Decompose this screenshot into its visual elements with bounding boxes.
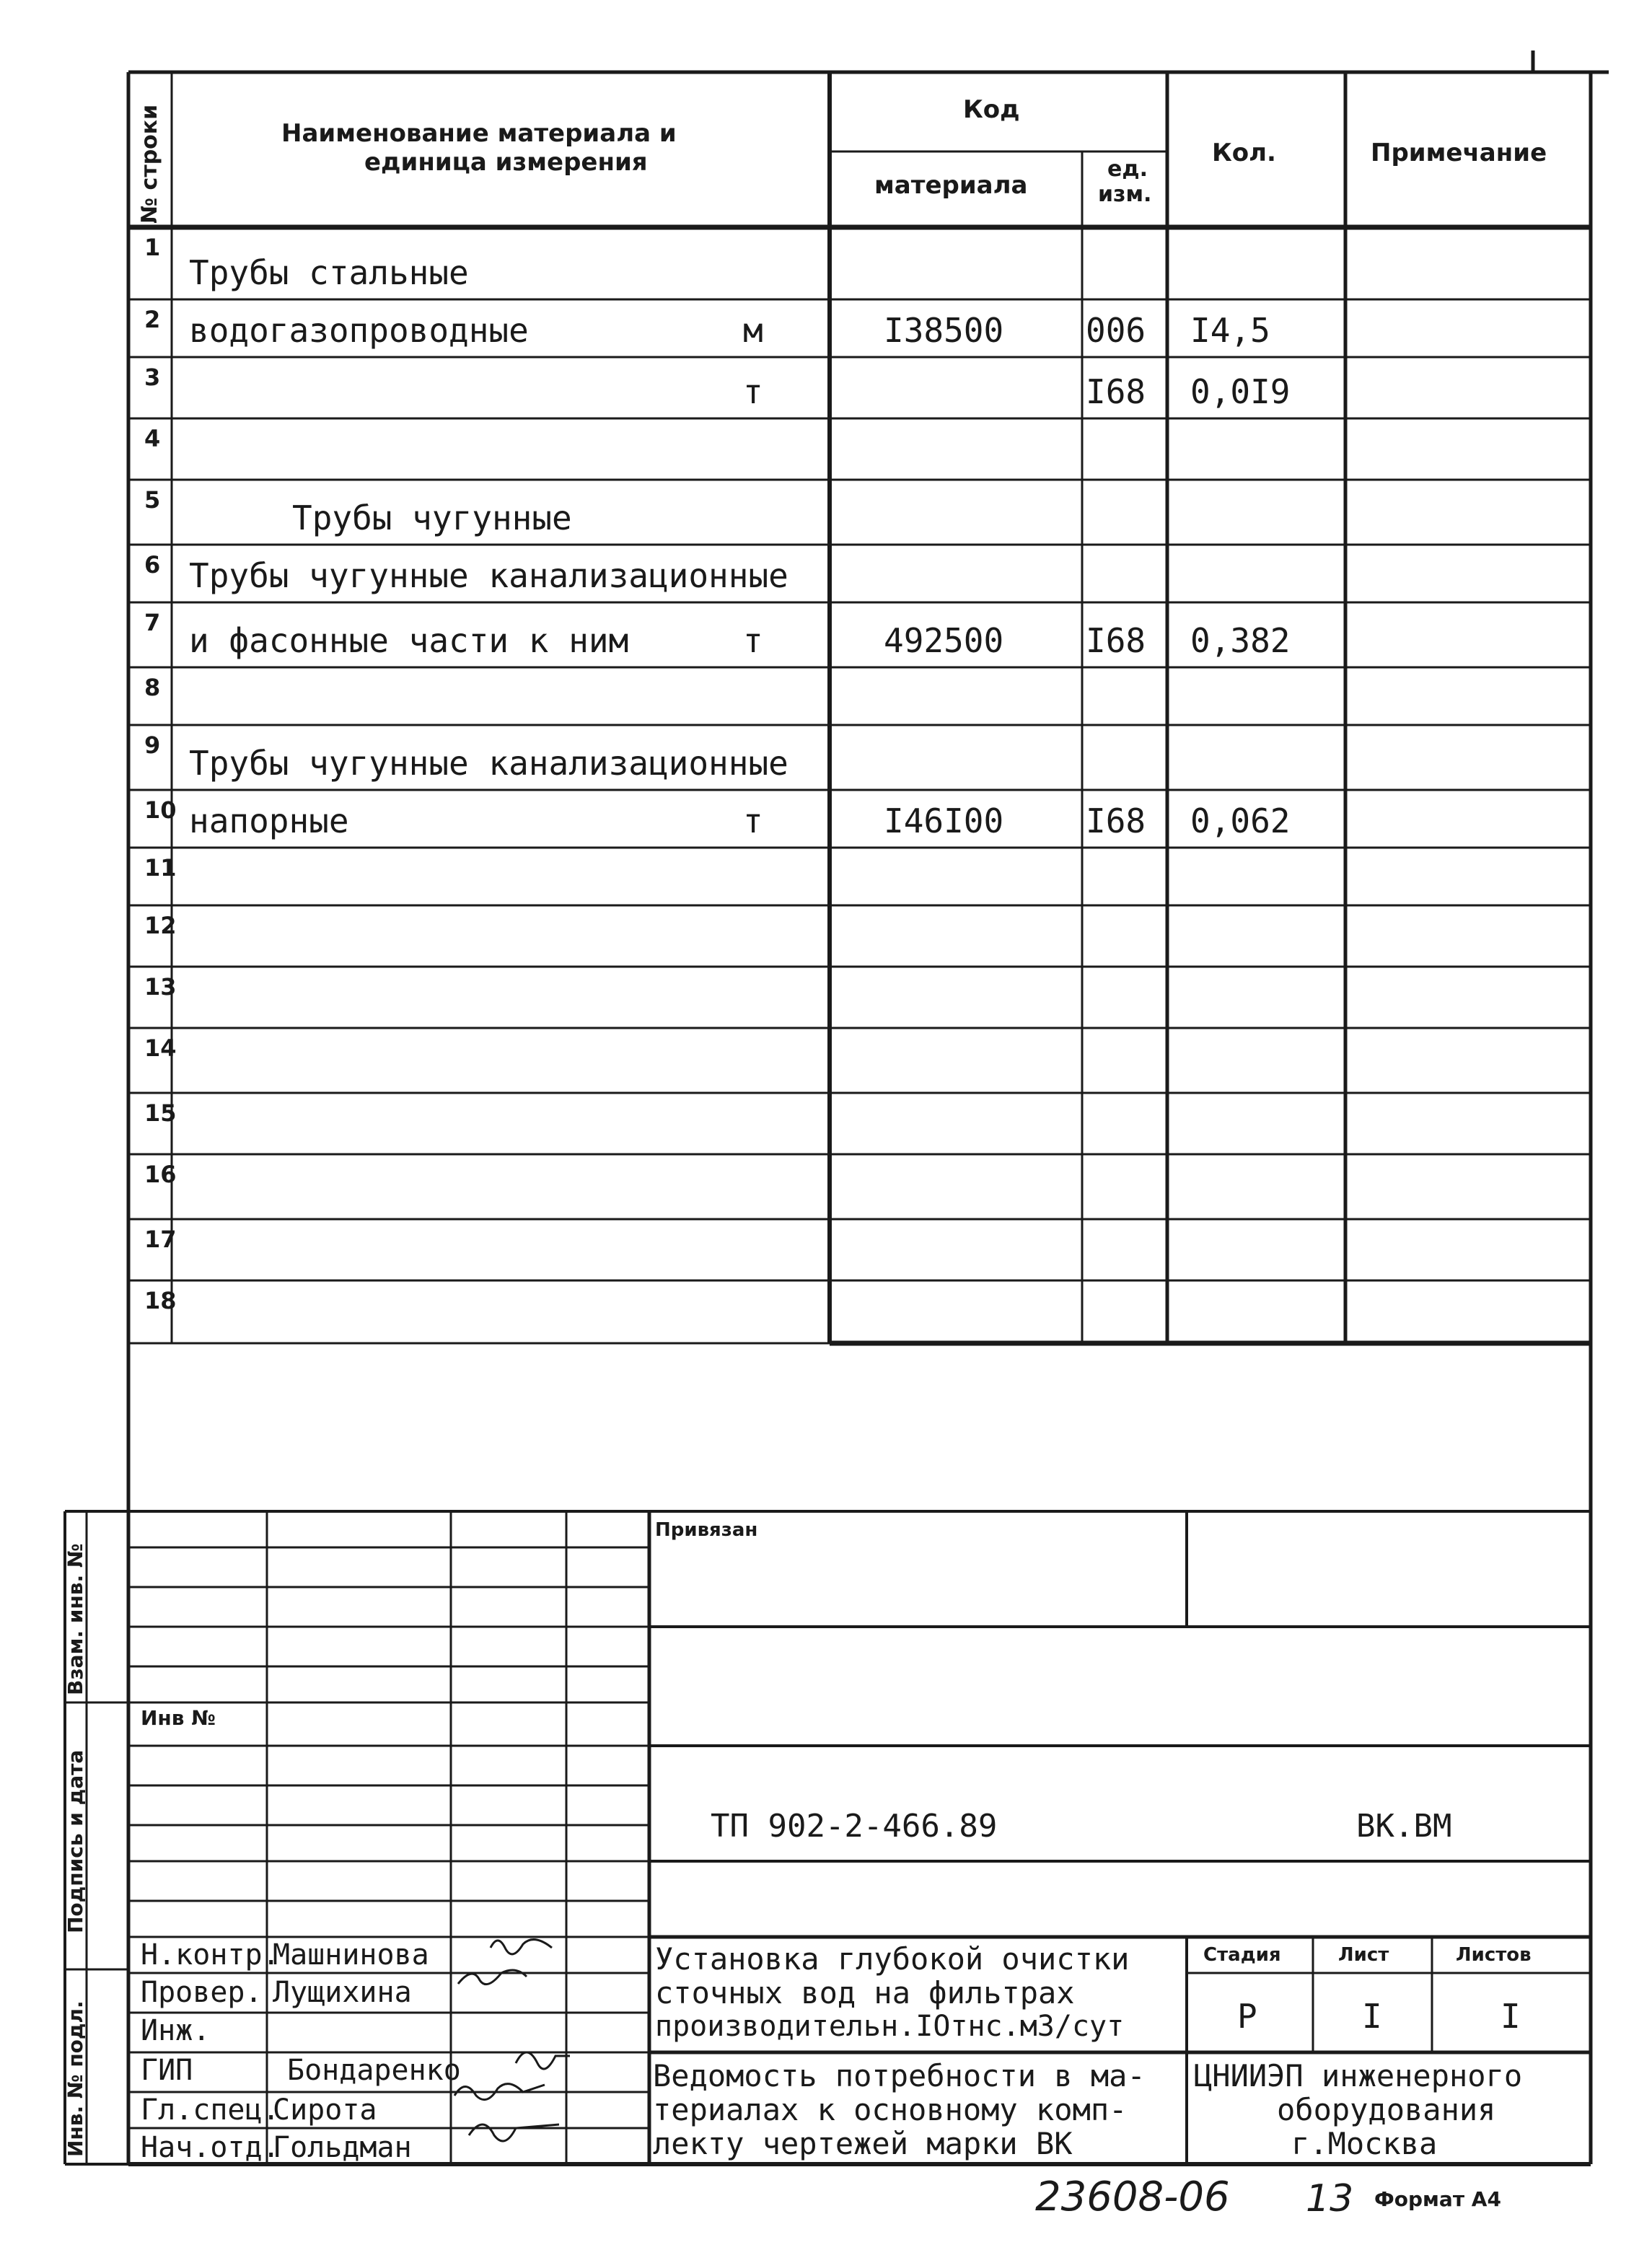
row-number: 6 — [144, 551, 161, 579]
privyazan-label: Привязан — [655, 1519, 758, 1541]
sheet-title-line1: Ведомость потребности в ма- — [653, 2058, 1146, 2093]
row-number: 14 — [144, 1034, 177, 1062]
inv-no-label: Инв № — [141, 1706, 216, 1730]
sheet-value: I — [1362, 1997, 1382, 2036]
name-header-line1: Наименование материала и — [281, 119, 677, 148]
archive-number: 23608-06 — [1035, 2174, 1230, 2220]
material-code: I38500 — [884, 311, 1004, 350]
staff-role: Нач.отд. — [141, 2131, 280, 2164]
organization-line2: оборудования — [1277, 2092, 1496, 2127]
material-name: Трубы чугунные канализационные — [189, 744, 788, 783]
row-number: 8 — [144, 674, 161, 701]
material-name: Трубы чугунные канализационные — [189, 556, 788, 595]
unit-label: м — [743, 311, 763, 350]
staff-role: Инж. — [141, 2014, 211, 2047]
quantity: 0,382 — [1190, 621, 1291, 660]
unit-label: т — [743, 621, 763, 660]
inv-podl-label: Инв. № подл. — [63, 2000, 87, 2157]
unit-code: I68 — [1086, 801, 1146, 840]
unit-code: I68 — [1086, 372, 1146, 411]
staff-role: Провер. — [141, 1976, 263, 2009]
unit-code-header-2: изм. — [1098, 182, 1152, 207]
row-number: 18 — [144, 1287, 177, 1314]
code-header: Код — [963, 95, 1020, 124]
sheet-label: Лист — [1338, 1944, 1389, 1966]
object-title-line2: сточных вод на фильтрах — [655, 1975, 1075, 2011]
quantity: 0,0I9 — [1190, 372, 1291, 411]
material-name: Трубы стальные — [189, 253, 469, 292]
material-name: напорные — [189, 801, 349, 840]
drawing-mark: ВК.ВМ — [1356, 1808, 1452, 1845]
note-header: Примечание — [1371, 139, 1547, 167]
sheet-title-line2: териалах к основному комп- — [653, 2092, 1128, 2127]
name-header-line2: единица измерения — [364, 148, 648, 177]
sheets-label: Листов — [1456, 1944, 1532, 1966]
staff-name: Лущихина — [273, 1976, 412, 2009]
row-number: 4 — [144, 425, 161, 452]
object-title-line3: производительн.IOтнс.м3/сут — [655, 2010, 1125, 2043]
unit-label: т — [743, 801, 763, 840]
staff-name: Машнинова — [273, 1938, 429, 1972]
row-number: 17 — [144, 1226, 177, 1253]
row-number: 7 — [144, 609, 161, 636]
staff-role: Гл.спец. — [141, 2093, 280, 2127]
sheet-title-line3: лекту чертежей марки ВК — [653, 2126, 1073, 2161]
unit-label: т — [743, 372, 763, 411]
organization-line3: г.Москва — [1291, 2126, 1438, 2161]
material-code-header: материала — [874, 171, 1028, 200]
material-name: и фасонные части к ним — [189, 621, 629, 660]
material-code: I46I00 — [884, 801, 1004, 840]
staff-name: Гольдман — [273, 2131, 412, 2164]
stage-value: Р — [1237, 1997, 1257, 2036]
row-number: 12 — [144, 912, 177, 939]
organization-line1: ЦНИИЭП инженерного — [1194, 2058, 1523, 2093]
unit-code: I68 — [1086, 621, 1146, 660]
row-number: 9 — [144, 731, 161, 759]
format-label: Формат А4 — [1374, 2187, 1501, 2211]
row-number-header: № строки — [137, 104, 162, 224]
unit-code-header-1: ед. — [1107, 157, 1148, 182]
row-number: 5 — [144, 486, 161, 514]
signature-date-label: Подпись и дата — [63, 1749, 87, 1933]
row-number: 11 — [144, 854, 177, 882]
row-number: 16 — [144, 1161, 177, 1188]
staff-role: Н.контр. — [141, 1938, 280, 1972]
row-number: 13 — [144, 973, 177, 1001]
sheets-value: I — [1501, 1997, 1521, 2036]
staff-name: Бондаренко — [287, 2054, 461, 2087]
unit-code: 006 — [1086, 311, 1146, 350]
page-number: 13 — [1306, 2177, 1354, 2220]
quantity-header: Кол. — [1212, 139, 1276, 167]
object-title-line1: Установка глубокой очистки — [655, 1941, 1130, 1977]
row-number: 1 — [144, 234, 161, 261]
stage-label: Стадия — [1203, 1944, 1281, 1966]
quantity: 0,062 — [1190, 801, 1291, 840]
row-number: 10 — [144, 796, 177, 824]
quantity: I4,5 — [1190, 311, 1270, 350]
material-code: 492500 — [884, 621, 1004, 660]
vzam-inv-label: Взам. инв. № — [63, 1543, 87, 1695]
row-number: 15 — [144, 1099, 177, 1127]
row-number: 3 — [144, 364, 161, 391]
row-number: 2 — [144, 306, 161, 333]
staff-name: Сирота — [273, 2093, 377, 2127]
material-name: Трубы чугунные — [292, 498, 572, 537]
document-code: ТП 902-2-466.89 — [711, 1808, 998, 1845]
material-name: водогазопроводные — [189, 311, 529, 350]
staff-role: ГИП — [141, 2054, 193, 2087]
